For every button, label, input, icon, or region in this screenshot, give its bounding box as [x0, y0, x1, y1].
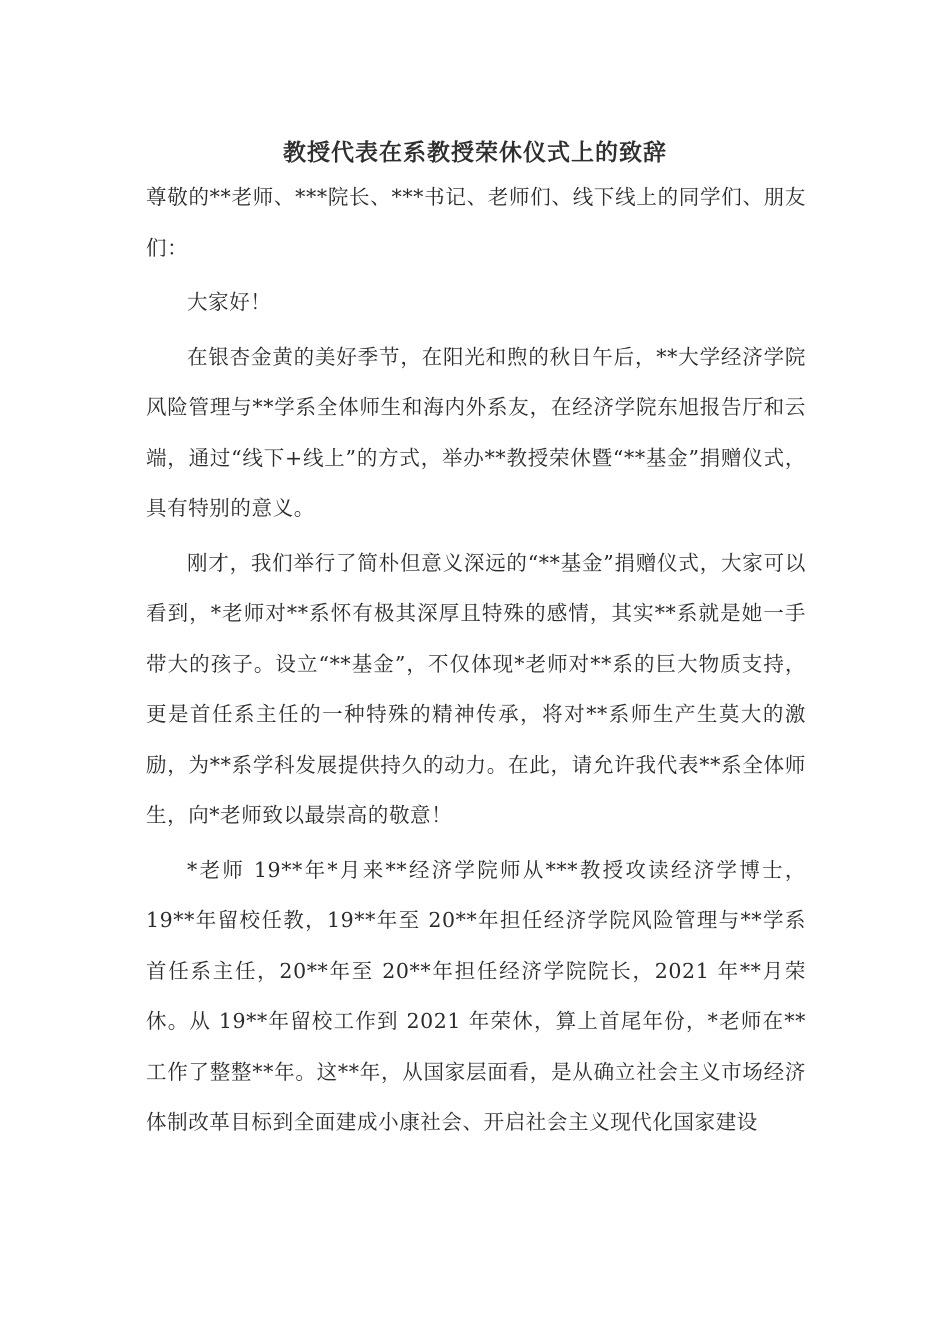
paragraph-opening: 在银杏金黄的美好季节，在阳光和煦的秋日午后，**大学经济学院风险管理与**学系全体师生和海内外系友，在经济学院东旭报告厅和云端，通过“线下+线上”的方式，举办**教授荣休暨“**基金”捐赠仪式，具有特别的意义。: [146, 344, 806, 520]
document-body: [146, 172, 806, 1148]
salutation: 尊敬的**老师、***院长、***书记、老师们、线下线上的同学们、朋友们：: [146, 185, 806, 260]
document-title: 教授代表在系教授荣休仪式上的致辞: [283, 139, 667, 166]
paragraph-biography: *老师 19**年*月来**经济学院师从***教授攻读经济学博士，19**年留校任教，19**年至 20**年担任经济学院风险管理与**学系首任系主任，20**年至 20**年担任经济学院院长，2021 年**月荣休。从 19**年留校工作到 2021 年荣休，算上首尾年份，*老师在**工作了整整**年。这**年，从国家层面看，是从确立社会主义市场经济体制改革目标到全面建成小康社会、开启社会主义现代化国家建设: [146, 857, 806, 1134]
paragraph-donation: 刚才，我们举行了简朴但意义深远的“**基金”捐赠仪式，大家可以看到，*老师对**系怀有极其深厚且特殊的感情，其实**系就是她一手带大的孩子。设立“**基金”，不仅体现*老师对**系的巨大物质支持，更是首任系主任的一种特殊的精神传承，将对**系师生产生莫大的激励，为**系学科发展提供持久的动力。在此，请允许我代表**系全体师生，向*老师致以最崇高的敬意！: [146, 550, 806, 827]
paragraph-greeting: 大家好！: [187, 290, 272, 314]
